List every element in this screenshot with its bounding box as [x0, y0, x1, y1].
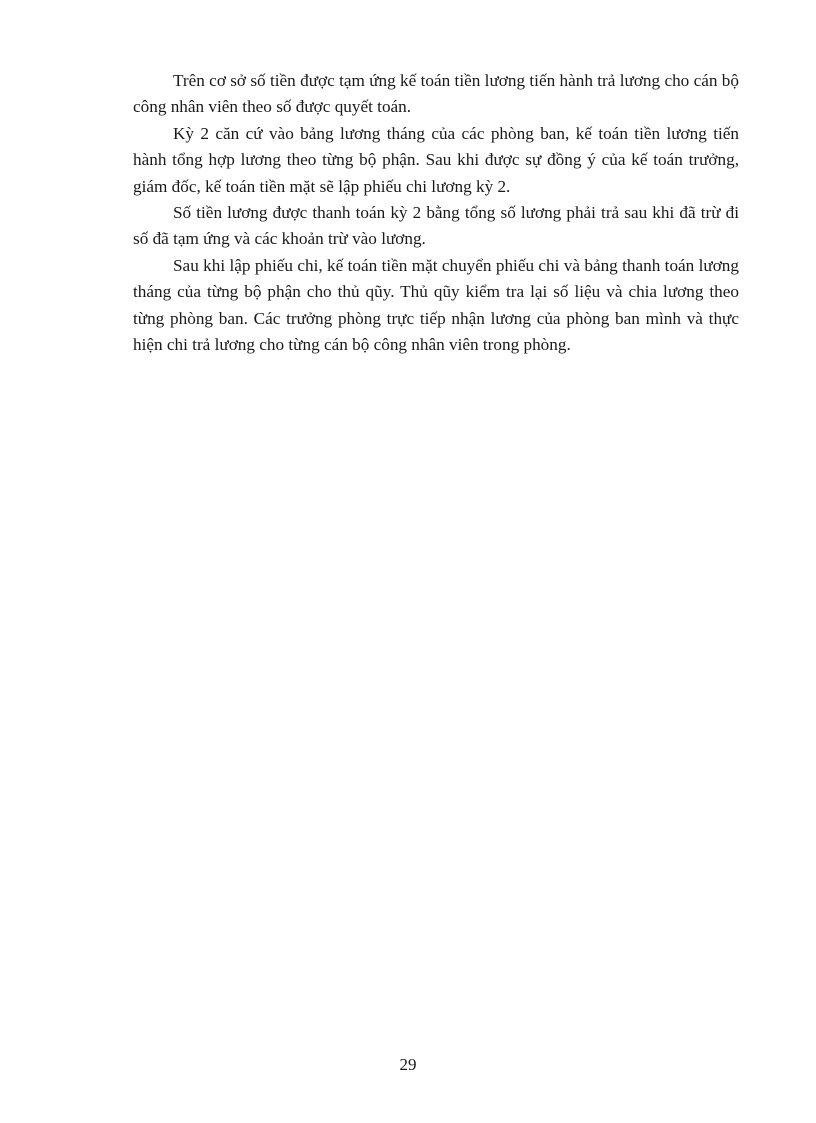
body-text: [133, 68, 739, 358]
paragraph-1: Trên cơ sở số tiền được tạm ứng kế toán tiền lương tiến hành trả lương cho cán bộ công nhân viên theo số được quyết toán.: [133, 71, 739, 117]
page-number: 29: [399, 1055, 417, 1074]
paragraph-4: Sau khi lập phiếu chi, kế toán tiền mặt chuyển phiếu chi và bảng thanh toán lương tháng của từng bộ phận cho thủ qũy. Thủ qũy kiểm tra lại số liệu và chia lương theo từng phòng ban. Các trưởng phòng trực tiếp nhận lương của phòng ban mình và thực hiện chi trả lương cho từng cán bộ công nhân viên trong phòng.: [133, 255, 739, 355]
paragraph-3: Số tiền lương được thanh toán kỳ 2 bằng tổng số lương phải trả sau khi đã trừ đi số đã tạm ứng và các khoản trừ vào lương.: [133, 203, 739, 249]
paragraph-2: Kỳ 2 căn cứ vào bảng lương tháng của các phòng ban, kế toán tiền lương tiến hành tổng hợp lương theo từng bộ phận. Sau khi được sự đồng ý của kế toán trưởng, giám đốc, kế toán tiền mặt sẽ lập phiếu chi lương kỳ 2.: [133, 123, 739, 196]
